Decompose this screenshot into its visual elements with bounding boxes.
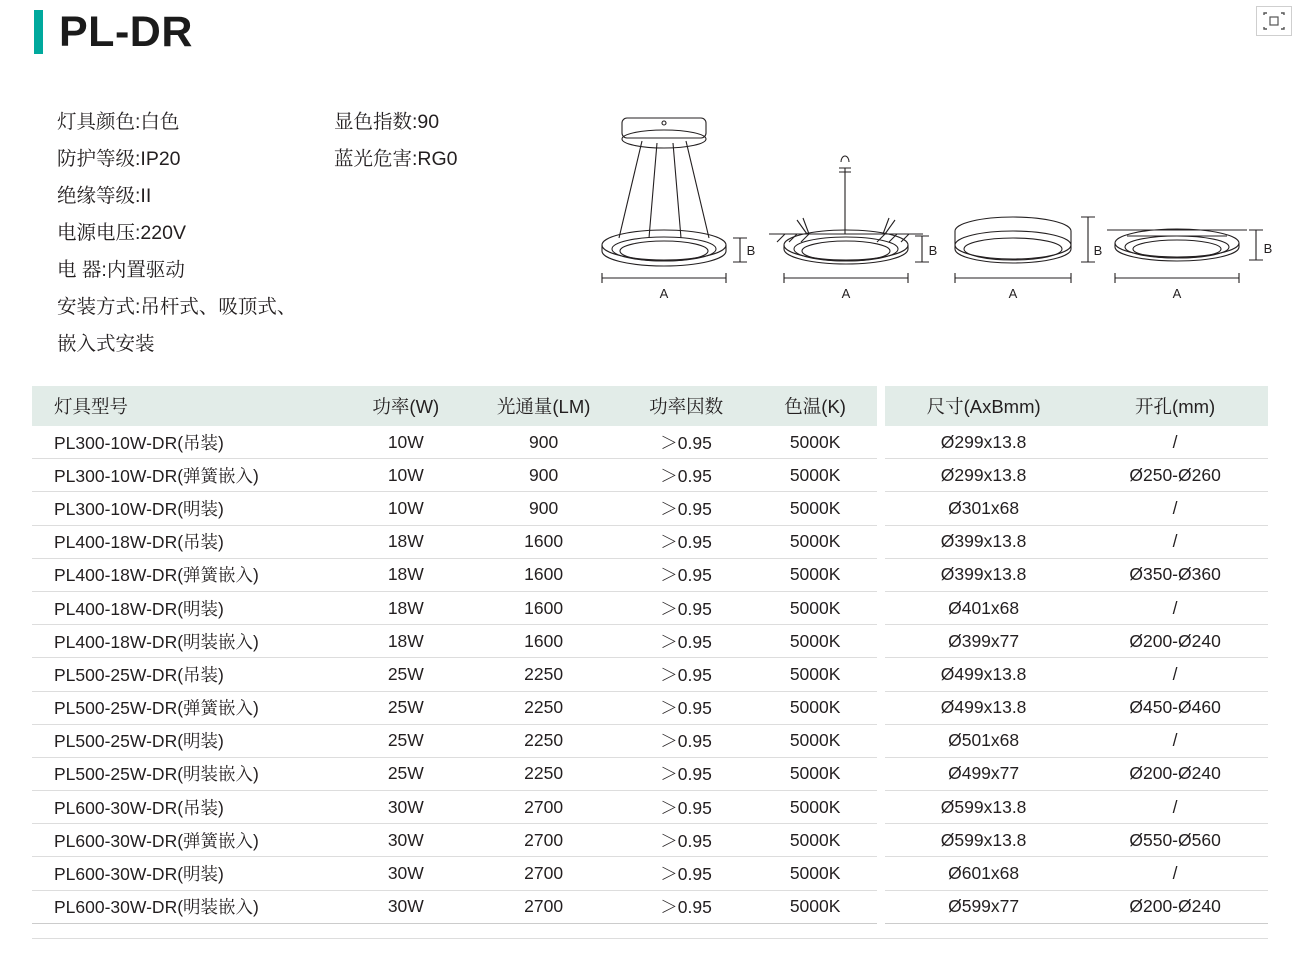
cell-value: ＞0.95 — [619, 791, 753, 824]
cell-dimension: Ø601x68 — [885, 857, 1082, 890]
cell-dimension: Ø399x77 — [885, 625, 1082, 658]
cell-value: 5000K — [753, 691, 877, 724]
cell-cutout: Ø200-Ø240 — [1082, 757, 1268, 790]
dimension-table — [885, 386, 1268, 924]
spec-row — [57, 178, 458, 215]
table-row — [885, 426, 1268, 459]
title-accent-bar — [34, 10, 43, 54]
table-row — [885, 658, 1268, 691]
th-model: 灯具型号 — [32, 386, 343, 426]
cell-model: PL500-25W-DR(明装嵌入) — [32, 757, 343, 790]
cell-value: 18W — [343, 525, 468, 558]
cell-value: ＞0.95 — [619, 426, 753, 459]
cell-value: ＞0.95 — [619, 525, 753, 558]
cell-cutout: Ø350-Ø360 — [1082, 558, 1268, 591]
cell-value: 2250 — [468, 658, 619, 691]
table-row — [885, 558, 1268, 591]
cell-value: 25W — [343, 757, 468, 790]
table-row — [885, 625, 1268, 658]
cell-dimension: Ø501x68 — [885, 724, 1082, 757]
spec-item-color: 灯具颜色:白色 — [57, 111, 180, 133]
table-header-row — [32, 386, 877, 426]
cell-value: 2700 — [468, 857, 619, 890]
spec-item-insulation: 绝缘等级:II — [57, 185, 152, 207]
spec-tables — [32, 386, 1268, 924]
page-header — [34, 7, 193, 56]
table-row — [32, 691, 877, 724]
table-row — [885, 791, 1268, 824]
cell-value: 2250 — [468, 691, 619, 724]
cell-model: PL500-25W-DR(吊装) — [32, 658, 343, 691]
cell-value: 30W — [343, 857, 468, 890]
cell-model: PL600-30W-DR(吊装) — [32, 791, 343, 824]
cell-model: PL400-18W-DR(明装) — [32, 591, 343, 624]
cell-value: 25W — [343, 691, 468, 724]
cell-value: 2250 — [468, 724, 619, 757]
cell-value: ＞0.95 — [619, 757, 753, 790]
cell-model: PL300-10W-DR(弹簧嵌入) — [32, 459, 343, 492]
spec-item-voltage: 电源电压:220V — [57, 222, 186, 244]
th-power: 功率(W) — [343, 386, 468, 426]
cell-model: PL300-10W-DR(吊装) — [32, 426, 343, 459]
th-cutout: 开孔(mm) — [1082, 386, 1268, 426]
cell-value: 5000K — [753, 824, 877, 857]
cell-dimension: Ø499x13.8 — [885, 658, 1082, 691]
cell-value: 5000K — [753, 459, 877, 492]
cell-value: 10W — [343, 459, 468, 492]
spec-row — [57, 104, 458, 141]
cell-cutout: / — [1082, 492, 1268, 525]
cell-dimension: Ø599x13.8 — [885, 791, 1082, 824]
cell-value: 5000K — [753, 658, 877, 691]
cell-value: 5000K — [753, 558, 877, 591]
table-row — [885, 757, 1268, 790]
page-title: PL-DR — [59, 7, 193, 56]
spec-row — [57, 215, 458, 252]
surface-mount-diagram — [955, 217, 1095, 283]
cell-value: 900 — [468, 459, 619, 492]
cell-value: 1600 — [468, 558, 619, 591]
svg-text:A: A — [659, 286, 669, 301]
cell-value: ＞0.95 — [619, 857, 753, 890]
cell-value: 1600 — [468, 591, 619, 624]
table-row — [885, 492, 1268, 525]
cell-model: PL300-10W-DR(明装) — [32, 492, 343, 525]
cell-value: ＞0.95 — [619, 625, 753, 658]
cell-dimension: Ø599x13.8 — [885, 824, 1082, 857]
cell-value: 5000K — [753, 426, 877, 459]
cell-value: 5000K — [753, 724, 877, 757]
cell-dimension: Ø299x13.8 — [885, 459, 1082, 492]
table-row — [885, 591, 1268, 624]
cell-cutout: / — [1082, 525, 1268, 558]
cell-model: PL500-25W-DR(明装) — [32, 724, 343, 757]
cell-dimension: Ø399x13.8 — [885, 558, 1082, 591]
cell-value: ＞0.95 — [619, 492, 753, 525]
svg-text:A: A — [841, 286, 851, 301]
cell-value: ＞0.95 — [619, 890, 753, 923]
cell-value: ＞0.95 — [619, 724, 753, 757]
expand-icon[interactable] — [1256, 6, 1292, 36]
pendant-mount-diagram — [602, 118, 747, 283]
svg-text:B: B — [1263, 241, 1273, 256]
cell-dimension: Ø599x77 — [885, 890, 1082, 923]
table-row — [885, 857, 1268, 890]
product-diagrams — [585, 110, 1285, 310]
cell-value: 10W — [343, 426, 468, 459]
cell-value: 30W — [343, 890, 468, 923]
cell-value: ＞0.95 — [619, 591, 753, 624]
cell-cutout: Ø200-Ø240 — [1082, 890, 1268, 923]
cell-dimension: Ø499x13.8 — [885, 691, 1082, 724]
cell-value: 5000K — [753, 525, 877, 558]
cell-model: PL400-18W-DR(弹簧嵌入) — [32, 558, 343, 591]
cell-value: ＞0.95 — [619, 459, 753, 492]
cell-value: 5000K — [753, 791, 877, 824]
table-row — [32, 558, 877, 591]
cell-cutout: / — [1082, 724, 1268, 757]
svg-text:B: B — [928, 243, 938, 258]
cell-value: 18W — [343, 591, 468, 624]
cell-model: PL600-30W-DR(明装) — [32, 857, 343, 890]
spec-item-cri: 显色指数:90 — [334, 111, 440, 133]
table-row — [32, 658, 877, 691]
th-power-factor: 功率因数 — [619, 386, 753, 426]
cell-cutout: Ø200-Ø240 — [1082, 625, 1268, 658]
cell-cutout: Ø450-Ø460 — [1082, 691, 1268, 724]
spec-item-blue-light: 蓝光危害:RG0 — [334, 148, 458, 170]
table-row — [32, 724, 877, 757]
cell-value: 5000K — [753, 625, 877, 658]
table-row — [32, 625, 877, 658]
table-row — [32, 492, 877, 525]
table-row — [32, 890, 877, 923]
cell-value: 900 — [468, 492, 619, 525]
cell-value: 25W — [343, 658, 468, 691]
spec-item-ip-rating: 防护等级:IP20 — [57, 148, 181, 170]
cell-value: 5000K — [753, 857, 877, 890]
cell-model: PL600-30W-DR(弹簧嵌入) — [32, 824, 343, 857]
table-row — [32, 426, 877, 459]
th-dimensions: 尺寸(AxBmm) — [885, 386, 1082, 426]
cell-dimension: Ø399x13.8 — [885, 525, 1082, 558]
svg-text:A: A — [1172, 286, 1182, 301]
spec-item-driver: 电 器:内置驱动 — [57, 259, 185, 281]
table-row — [32, 757, 877, 790]
table-row — [32, 857, 877, 890]
spec-item-mounting-cont: 嵌入式安装 — [57, 333, 155, 355]
table-row — [32, 591, 877, 624]
spec-row — [57, 141, 458, 178]
table-row — [885, 724, 1268, 757]
spec-item-mounting: 安装方式:吊杆式、吸顶式、 — [57, 296, 297, 318]
cell-model: PL400-18W-DR(吊装) — [32, 525, 343, 558]
cell-value: 900 — [468, 426, 619, 459]
svg-text:B: B — [746, 243, 756, 258]
cell-value: 30W — [343, 791, 468, 824]
table-header-row — [885, 386, 1268, 426]
spec-row — [57, 252, 458, 289]
cell-dimension: Ø499x77 — [885, 757, 1082, 790]
cell-dimension: Ø299x13.8 — [885, 426, 1082, 459]
cell-model: PL500-25W-DR(弹簧嵌入) — [32, 691, 343, 724]
cell-cutout: / — [1082, 791, 1268, 824]
cell-value: 5000K — [753, 591, 877, 624]
cell-cutout: / — [1082, 658, 1268, 691]
spring-recessed-diagram — [769, 156, 929, 283]
table-row — [32, 791, 877, 824]
cell-value: 1600 — [468, 625, 619, 658]
svg-text:B: B — [1093, 243, 1103, 258]
cell-cutout: Ø250-Ø260 — [1082, 459, 1268, 492]
cell-value: 2700 — [468, 890, 619, 923]
cell-value: 2250 — [468, 757, 619, 790]
cell-dimension: Ø401x68 — [885, 591, 1082, 624]
spec-row — [57, 289, 458, 326]
main-spec-table — [32, 386, 877, 924]
spec-row — [57, 326, 458, 363]
cell-value: 10W — [343, 492, 468, 525]
cell-value: 18W — [343, 625, 468, 658]
cell-cutout: / — [1082, 857, 1268, 890]
table-row — [885, 890, 1268, 923]
cell-value: 18W — [343, 558, 468, 591]
table-row — [885, 691, 1268, 724]
cell-value: 30W — [343, 824, 468, 857]
table-row — [32, 525, 877, 558]
table-row — [885, 525, 1268, 558]
cell-value: 5000K — [753, 492, 877, 525]
cell-value: 2700 — [468, 791, 619, 824]
cell-value: ＞0.95 — [619, 558, 753, 591]
svg-text:A: A — [1008, 286, 1018, 301]
cell-value: 5000K — [753, 890, 877, 923]
cell-cutout: / — [1082, 426, 1268, 459]
spec-list — [57, 104, 458, 363]
cell-model: PL600-30W-DR(明装嵌入) — [32, 890, 343, 923]
table-row — [32, 459, 877, 492]
table-row — [885, 824, 1268, 857]
main-table-body — [32, 426, 877, 923]
cell-model: PL400-18W-DR(明装嵌入) — [32, 625, 343, 658]
surface-recessed-diagram — [1107, 229, 1263, 283]
cell-value: ＞0.95 — [619, 691, 753, 724]
cell-value: 25W — [343, 724, 468, 757]
th-lumen: 光通量(LM) — [468, 386, 619, 426]
cell-value: ＞0.95 — [619, 824, 753, 857]
table-row — [885, 459, 1268, 492]
cell-value: 2700 — [468, 824, 619, 857]
cell-cutout: / — [1082, 591, 1268, 624]
cell-value: 1600 — [468, 525, 619, 558]
th-cct: 色温(K) — [753, 386, 877, 426]
bottom-divider — [32, 938, 1268, 939]
table-row — [32, 824, 877, 857]
cell-cutout: Ø550-Ø560 — [1082, 824, 1268, 857]
cell-value: ＞0.95 — [619, 658, 753, 691]
dimension-table-body — [885, 426, 1268, 923]
cell-value: 5000K — [753, 757, 877, 790]
cell-dimension: Ø301x68 — [885, 492, 1082, 525]
